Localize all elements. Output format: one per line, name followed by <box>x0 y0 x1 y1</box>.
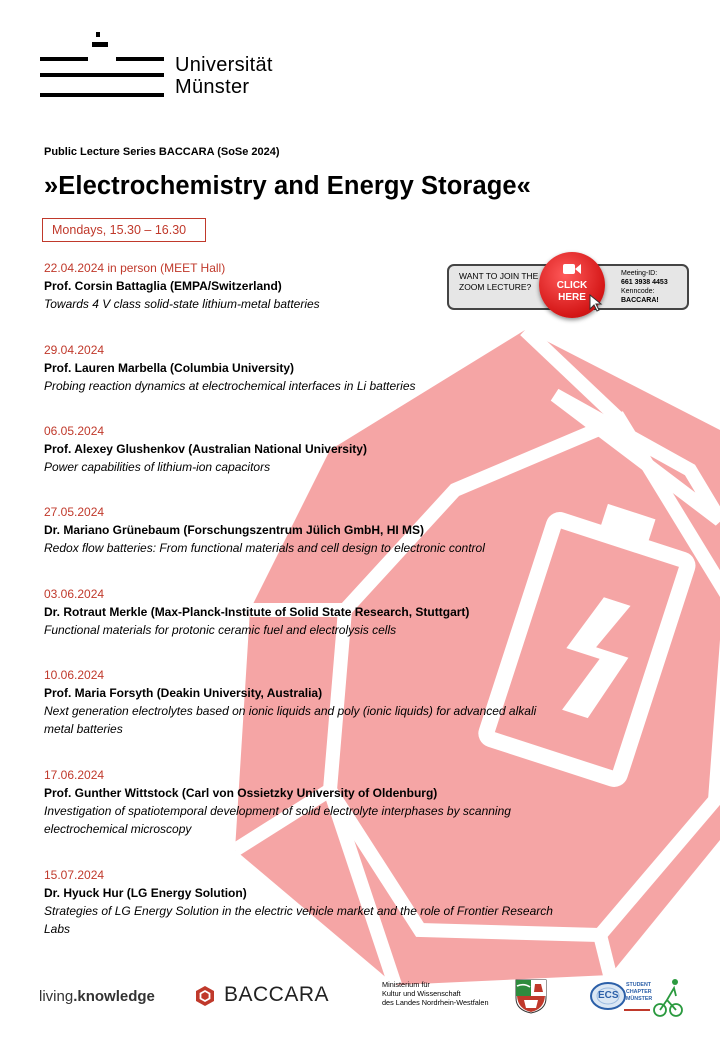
event-date: 03.06.2024 <box>44 587 105 601</box>
series-label: Public Lecture Series BACCARA (SoSe 2024) <box>44 146 280 158</box>
event-talk-title: Probing reaction dynamics at electrochemical interfaces in Li batteries <box>44 379 416 393</box>
event-speaker: Prof. Corsin Battaglia (EMPA/Switzerland) <box>44 279 282 293</box>
ecs-line3: MÜNSTER <box>626 996 653 1002</box>
ministry-line1: Ministerium für <box>382 980 430 989</box>
event-speaker: Dr. Rotraut Merkle (Max-Planck-Institute of Solid State Research, Stuttgart) <box>44 605 470 619</box>
lecture-event <box>44 666 564 738</box>
event-talk-title: Towards 4 V class solid-state lithium-metal batteries <box>44 297 320 311</box>
university-emblem-icon <box>40 32 164 100</box>
living-knowledge-logo: living.knowledge <box>39 988 155 1005</box>
baccara-hexagon-icon <box>194 985 216 1007</box>
event-date: 29.04.2024 <box>44 343 105 357</box>
ecs-chapter-text <box>626 982 652 1003</box>
event-talk-title: Redox flow batteries: From functional materials and cell design to electronic control <box>44 541 485 555</box>
event-speaker: Prof. Alexey Glushenkov (Australian National University) <box>44 442 367 456</box>
lecture-event <box>44 259 604 313</box>
event-date: 10.06.2024 <box>44 668 105 682</box>
event-talk-title: Functional materials for protonic ceramic fuel and electrolysis cells <box>44 623 397 637</box>
zoom-meeting-info <box>621 269 687 305</box>
ministry-line2: Kultur und Wissenschaft <box>382 989 461 998</box>
lecture-event <box>44 766 519 838</box>
lecture-event <box>44 866 554 938</box>
lecture-event <box>44 503 604 557</box>
event-speaker: Prof. Lauren Marbella (Columbia University) <box>44 361 295 375</box>
ecs-mark-text: ECS <box>598 990 619 1001</box>
lecture-event <box>44 341 604 395</box>
lecture-event <box>44 585 604 639</box>
event-date: 22.04.2024 in person (MEET Hall) <box>44 261 226 275</box>
event-talk-title: Investigation of spatiotemporal development of solid electrolyte interphases by scanning electrochemical microscopy <box>44 804 511 836</box>
passcode-label: Kenncode: <box>621 288 655 295</box>
event-talk-title: Strategies of LG Energy Solution in the electric vehicle market and the role of Frontier Research Labs <box>44 904 553 936</box>
lecture-event <box>44 422 604 476</box>
university-name-line2: Münster <box>175 76 250 98</box>
event-date: 06.05.2024 <box>44 424 105 438</box>
ecs-student-chapter-logo <box>590 976 685 1020</box>
page-title: »Electrochemistry and Energy Storage« <box>44 172 531 200</box>
passcode-value: BACCARA! <box>621 297 659 304</box>
university-name-line1: Universität <box>175 54 273 76</box>
ministry-line3: des Landes Nordrhein-Westfalen <box>382 998 489 1007</box>
meeting-id-label: Meeting-ID: <box>621 270 658 277</box>
time-slot-badge: Mondays, 15.30 – 16.30 <box>42 218 206 242</box>
zoom-button-line2: HERE <box>558 292 586 303</box>
event-date: 15.07.2024 <box>44 868 105 882</box>
knowledge-text: knowledge <box>77 988 155 1005</box>
zoom-button-line1: CLICK <box>556 280 588 291</box>
event-date: 27.05.2024 <box>44 505 105 519</box>
ministry-logo-text <box>382 980 512 1007</box>
event-speaker: Dr. Mariano Grünebaum (Forschungszentrum Jülich GmbH, HI MS) <box>44 523 425 537</box>
university-name <box>175 54 273 98</box>
ecs-line2: CHAPTER <box>626 989 652 995</box>
event-date: 17.06.2024 <box>44 768 105 782</box>
ecs-line1: STUDENT <box>626 982 652 988</box>
zoom-join-prompt: WANT TO JOIN THE ZOOM LECTURE? <box>459 271 539 292</box>
meeting-id-value: 661 3938 4453 <box>621 279 668 286</box>
event-talk-title: Power capabilities of lithium-ion capacitors <box>44 460 271 474</box>
event-speaker: Prof. Gunther Wittstock (Carl von Ossietzky University of Oldenburg) <box>44 786 438 800</box>
event-speaker: Dr. Hyuck Hur (LG Energy Solution) <box>44 886 247 900</box>
baccara-text: BACCARA <box>224 983 330 1006</box>
event-speaker: Prof. Maria Forsyth (Deakin University, Australia) <box>44 686 323 700</box>
university-logo <box>40 32 290 102</box>
nrw-coat-of-arms-icon <box>514 978 548 1014</box>
living-text: living <box>39 988 74 1005</box>
event-talk-title: Next generation electrolytes based on ionic liquids and poly (ionic liquids) for advanced alkali metal batteries <box>44 704 537 736</box>
